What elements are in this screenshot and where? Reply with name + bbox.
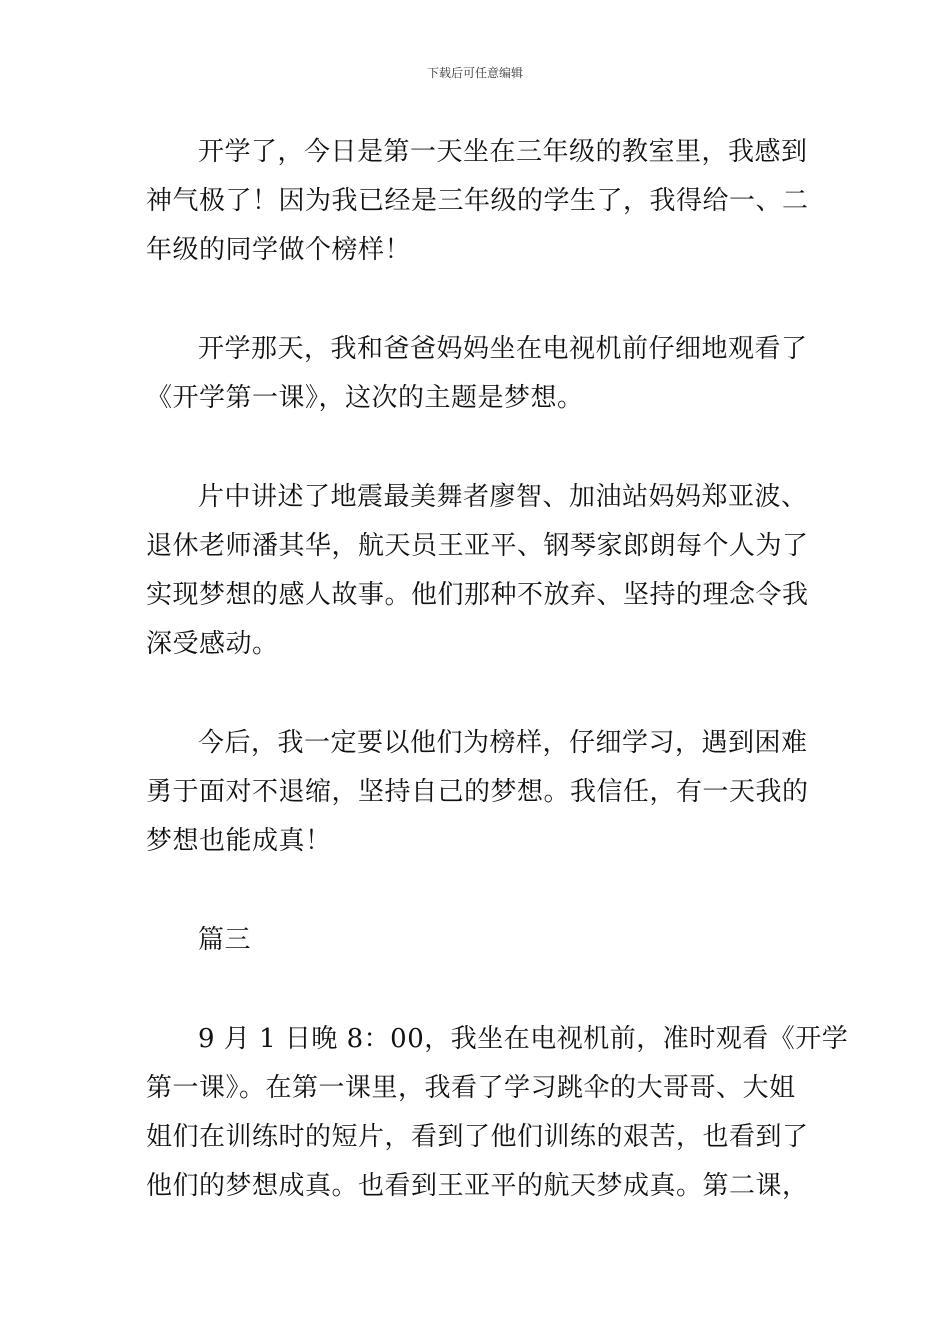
paragraph-4 [146,719,810,866]
paragraph-line: 退休老师潘其华，航天员王亚平、钢琴家郎朗每个人为了 [146,531,809,561]
section-heading-text: 篇三 [198,925,252,955]
paragraph-line: 今后，我一定要以他们为榜样，仔细学习，遇到困难 [198,728,808,758]
paragraph-line: 姐们在训练时的短片，看到了他们训练的艰苦，也看到了 [146,1122,809,1152]
paragraph-line: 9 月 1 日晚 8：00，我坐在电视机前，准时观看《开学 [198,1024,849,1054]
section-heading [146,916,810,965]
paragraph-line: 勇于面对不退缩，坚持自己的梦想。我信任，有一天我的 [146,777,809,807]
paragraph-line: 《开学第一课》，这次的主题是梦想。 [146,383,584,413]
paragraph-1 [146,128,810,275]
paragraph-line: 开学那天，我和爸爸妈妈坐在电视机前仔细地观看了 [198,334,808,364]
paragraph-line: 深受感动。 [146,629,279,659]
paragraph-line: 梦想也能成真！ [146,826,332,856]
paragraph-line: 神气极了！因为我已经是三年级的学生了，我得给一、二 [146,186,809,216]
paragraph-3 [146,473,810,669]
document-body [146,128,849,1261]
paragraph-line: 第一课》。在第一课里，我看了学习跳伞的大哥哥、大姐 [146,1073,796,1103]
page-header: 下载后可任意编辑 [426,66,523,80]
paragraph-2 [146,325,810,423]
paragraph-line: 片中讲述了地震最美舞者廖智、加油站妈妈郑亚波、 [198,482,808,512]
paragraph-line: 年级的同学做个榜样！ [146,235,412,265]
paragraph-5 [146,1015,849,1211]
paragraph-line: 开学了，今日是第一天坐在三年级的教室里，我感到 [198,137,808,167]
paragraph-line: 实现梦想的感人故事。他们那种不放弃、坚持的理念令我 [146,580,809,610]
paragraph-line: 他们的梦想成真。也看到王亚平的航天梦成真。第二课， [146,1171,809,1201]
